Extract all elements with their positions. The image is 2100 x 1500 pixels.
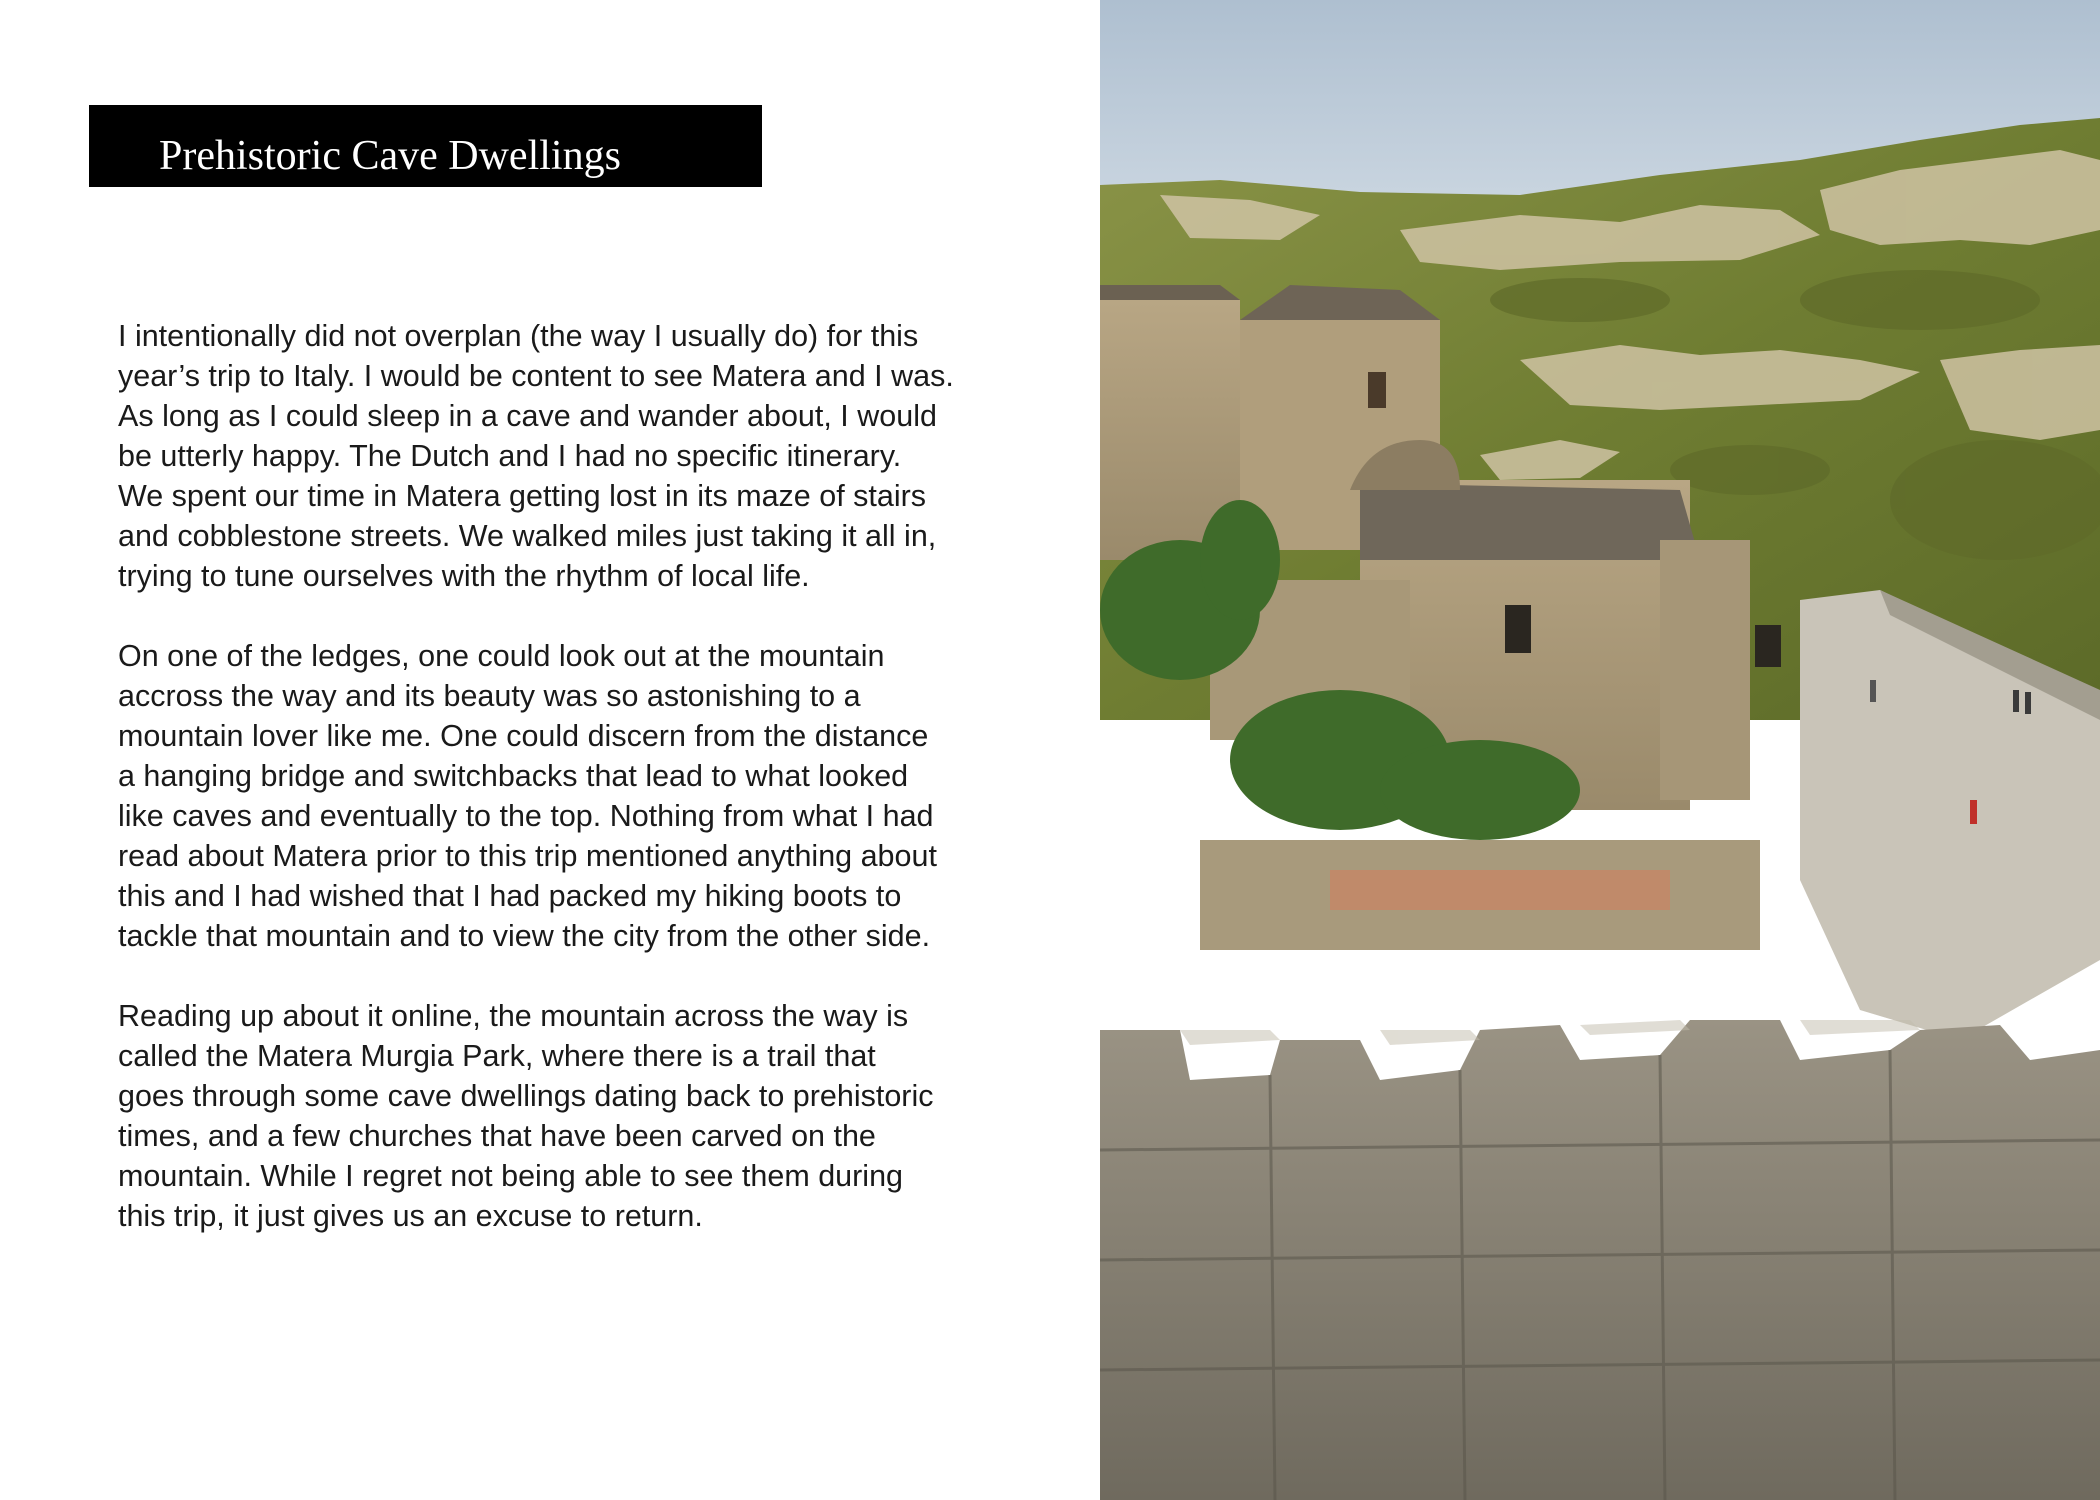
text-line: mountain lover like me. One could discern from the distance [118,719,929,753]
paragraph-1 [118,316,1068,596]
text-line: mountain. While I regret not being able to see them during [118,1159,903,1193]
text-line: and cobblestone streets. We walked miles just taking it all in, [118,519,937,553]
text-line: I intentionally did not overplan (the way I usually do) for this [118,319,919,353]
text-line: trying to tune ourselves with the rhythm of local life. [118,559,810,593]
matera-photo [1100,0,2100,1500]
text-line: year’s trip to Italy. I would be content to see Matera and I was. [118,359,954,393]
text-line: be utterly happy. The Dutch and I had no specific itinerary. [118,439,902,473]
text-line: read about Matera prior to this trip mentioned anything about [118,839,937,873]
page-title: Prehistoric Cave Dwellings [159,133,621,179]
text-line: tackle that mountain and to view the city from the other side. [118,919,931,953]
text-line: this and I had wished that I had packed my hiking boots to [118,879,902,913]
paragraph-2 [118,636,1068,956]
text-line: As long as I could sleep in a cave and wander about, I would [118,399,937,433]
text-line: this trip, it just gives us an excuse to return. [118,1199,703,1233]
text-line: Reading up about it online, the mountain across the way is [118,999,909,1033]
title-banner [89,105,762,187]
text-line: goes through some cave dwellings dating back to prehistoric [118,1079,934,1113]
text-line: like caves and eventually to the top. Nothing from what I had [118,799,934,833]
text-line: called the Matera Murgia Park, where there is a trail that [118,1039,876,1073]
article-body [118,316,1068,1276]
text-line: accross the way and its beauty was so astonishing to a [118,679,861,713]
terrace-tiles [1330,870,1670,910]
text-line: times, and a few churches that have been carved on the [118,1119,876,1153]
text-line: We spent our time in Matera getting lost in its maze of stairs [118,479,927,513]
matera-photo-illustration [1100,0,2100,1500]
text-line: a hanging bridge and switchbacks that lead to what looked [118,759,909,793]
text-line: On one of the ledges, one could look out at the mountain [118,639,885,673]
paragraph-3 [118,996,1068,1236]
